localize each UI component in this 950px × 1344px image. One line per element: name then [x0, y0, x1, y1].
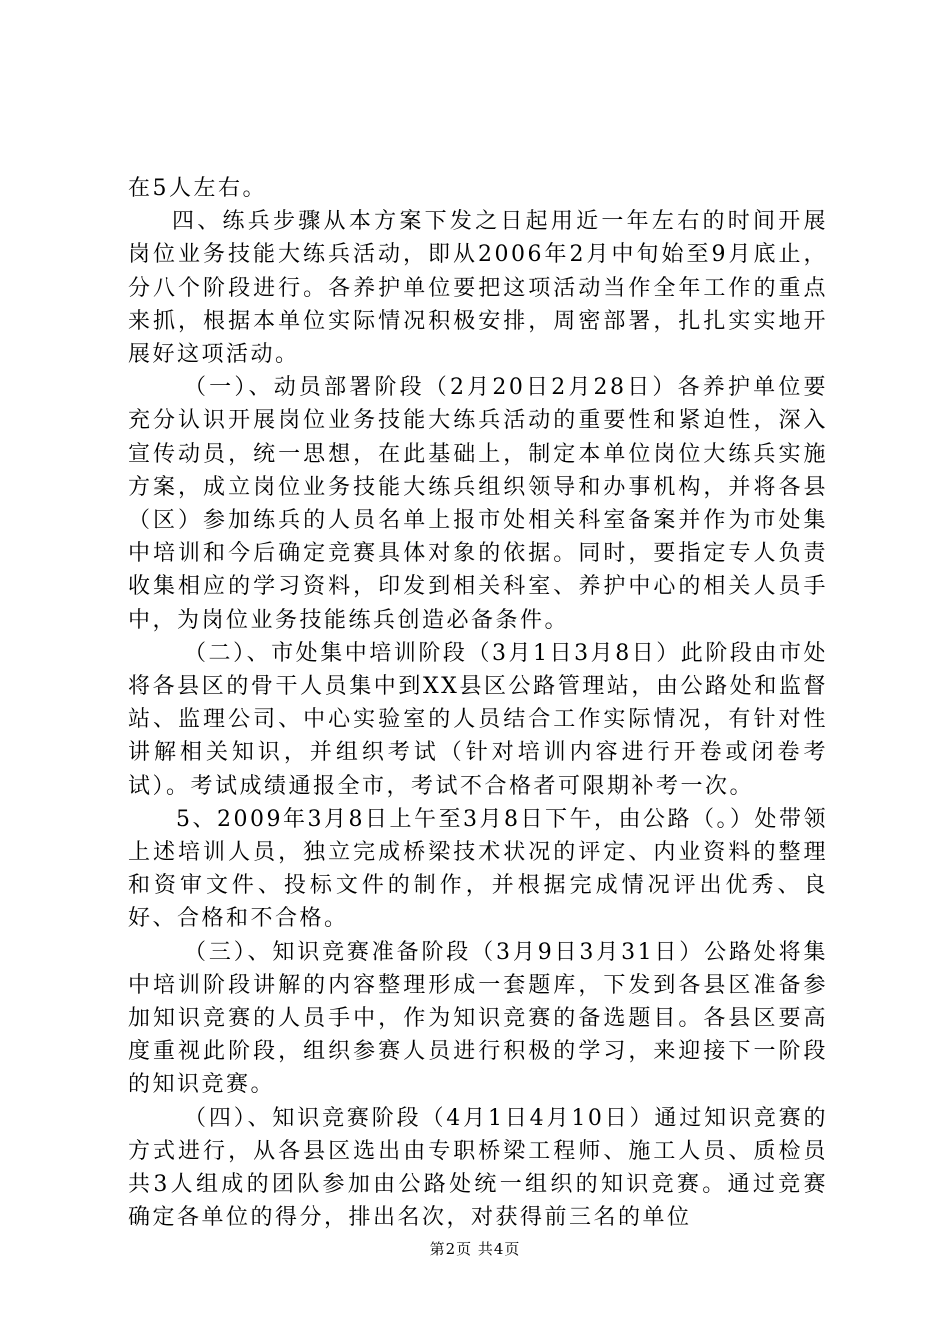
document-body [128, 172, 828, 1235]
paragraph-item-5: 5、2009年3月8日上午至3月8日下午，由公路（。）处带领上述培训人员，独立完成桥梁技术状况的评定、内业资料的整理和资审文件、投标文件的制作，并根据完成情况评出优秀、良好、合格和不合格。 [128, 806, 828, 932]
paragraph-stage-knowledge-contest: （四）、知识竞赛阶段（4月1日4月10日）通过知识竞赛的方式进行，从各县区选出由专职桥梁工程师、施工人员、质检员共3人组成的团队参加由公路处统一组织的知识竞赛。通过竞赛确定各单位的得分，排出名次，对获得前三名的单位 [128, 1105, 828, 1231]
paragraph-stage-contest-preparation: （三）、知识竞赛准备阶段（3月9日3月31日）公路处将集中培训阶段讲解的内容整理形成一套题库，下发到各县区准备参加知识竞赛的人员手中，作为知识竞赛的备选题目。各县区要高度重视此阶段，组织参赛人员进行积极的学习，来迎接下一阶段的知识竞赛。 [128, 939, 828, 1098]
paragraph-training-steps: 四、练兵步骤从本方案下发之日起用近一年左右的时间开展岗位业务技能大练兵活动，即从2006年2月中旬始至9月底止，分八个阶段进行。各养护单位要把这项活动当作全年工作的重点来抓，根据本单位实际情况积极安排，周密部署，扎扎实实地开展好这项活动。 [128, 209, 828, 368]
page-number-footer: 第2页 共4页 [429, 1240, 521, 1258]
paragraph-stage-mobilization: （一）、动员部署阶段（2月20日2月28日）各养护单位要充分认识开展岗位业务技能大练兵活动的重要性和紧迫性，深入宣传动员，统一思想，在此基础上，制定本单位岗位大练兵实施方案，成立岗位业务技能大练兵组织领导和办事机构，并将各县（区）参加练兵的人员名单上报市处相关科室备案并作为市处集中培训和今后确定竞赛具体对象的依据。同时，要指定专人负责收集相应的学习资料，印发到相关科室、养护中心的相关人员手中，为岗位业务技能练兵创造必备条件。 [128, 375, 828, 633]
paragraph-stage-centralized-training: （二）、市处集中培训阶段（3月1日3月8日）此阶段由市处将各县区的骨干人员集中到XX县区公路管理站，由公路处和监督站、监理公司、中心实验室的人员结合工作实际情况，有针对性讲解相关知识，并组织考试（针对培训内容进行开卷或闭卷考试）。考试成绩通报全市，考试不合格者可限期补考一次。 [128, 640, 828, 799]
paragraph-continuation: 在5人左右。 [128, 176, 267, 201]
